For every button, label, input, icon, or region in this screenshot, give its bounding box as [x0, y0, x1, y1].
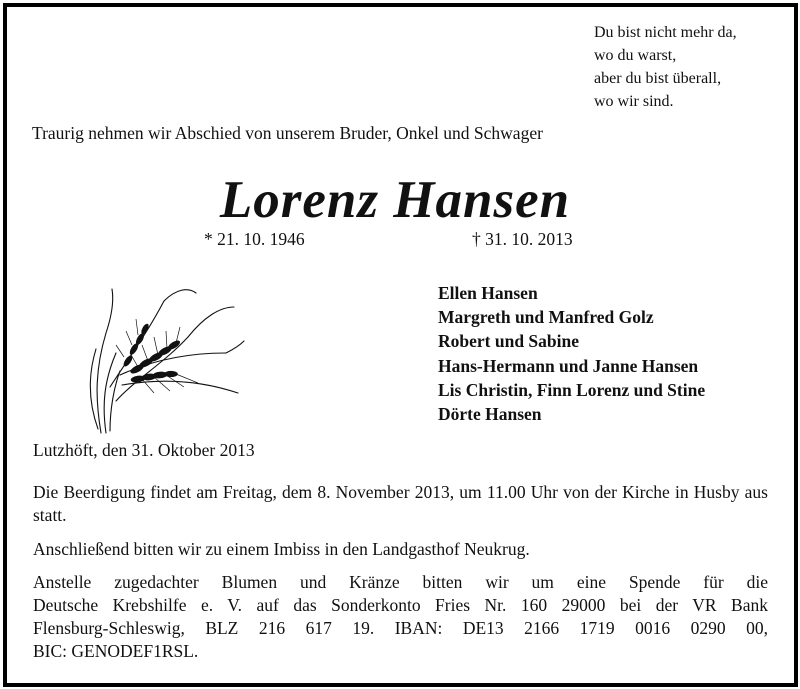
poem-line: aber du bist überall,: [594, 70, 722, 87]
poem-line: wo wir sind.: [594, 93, 674, 110]
donation-line: Anstelle zugedachter Blumen und Kränze bitten wir um eine Spende für die: [33, 572, 768, 592]
donation-line: Flensburg-Schleswig, BLZ 216 617 19. IBAN: DE13 2166 1719 0016 0290 00,: [33, 618, 768, 638]
mourners-list: [438, 281, 705, 426]
intro-text: Traurig nehmen wir Abschied von unserem Bruder, Onkel und Schwager: [32, 123, 543, 143]
donation-line: Deutsche Krebshilfe e. V. auf das Sonderkonto Fries Nr. 160 29000 bei der VR Bank: [33, 595, 768, 615]
mourner-name: Lis Christin, Finn Lorenz und Stine: [438, 379, 706, 400]
deceased-name-wrapper: [0, 166, 800, 234]
donation-line: BIC: GENODEF1RSL.: [33, 641, 199, 661]
mourner-name: Hans-Hermann und Janne Hansen: [438, 355, 699, 376]
reception-info: Anschließend bitten wir zu einem Imbiss in den Landgasthof Neukrug.: [33, 539, 530, 559]
deceased-name: Lorenz Hansen: [219, 171, 571, 229]
death-date: † 31. 10. 2013: [472, 229, 573, 249]
mourner-name: Dörte Hansen: [438, 404, 542, 425]
poem-line: Du bist nicht mehr da,: [594, 24, 737, 41]
birth-date: * 21. 10. 1946: [204, 229, 305, 249]
funeral-info: Die Beerdigung findet am Freitag, dem 8. November 2013, um 11.00 Uhr von der Kirche in Husby aus statt.: [33, 482, 768, 525]
place-date: Lutzhöft, den 31. Oktober 2013: [33, 440, 255, 460]
mourner-name: Ellen Hansen: [438, 283, 538, 303]
mourner-name: Margreth und Manfred Golz: [438, 307, 654, 328]
wheat-icon: [76, 283, 246, 435]
donation-info: [33, 571, 768, 663]
poem-line: wo du warst,: [594, 47, 677, 64]
poem: [594, 21, 737, 113]
mourner-name: Robert und Sabine: [438, 331, 580, 352]
